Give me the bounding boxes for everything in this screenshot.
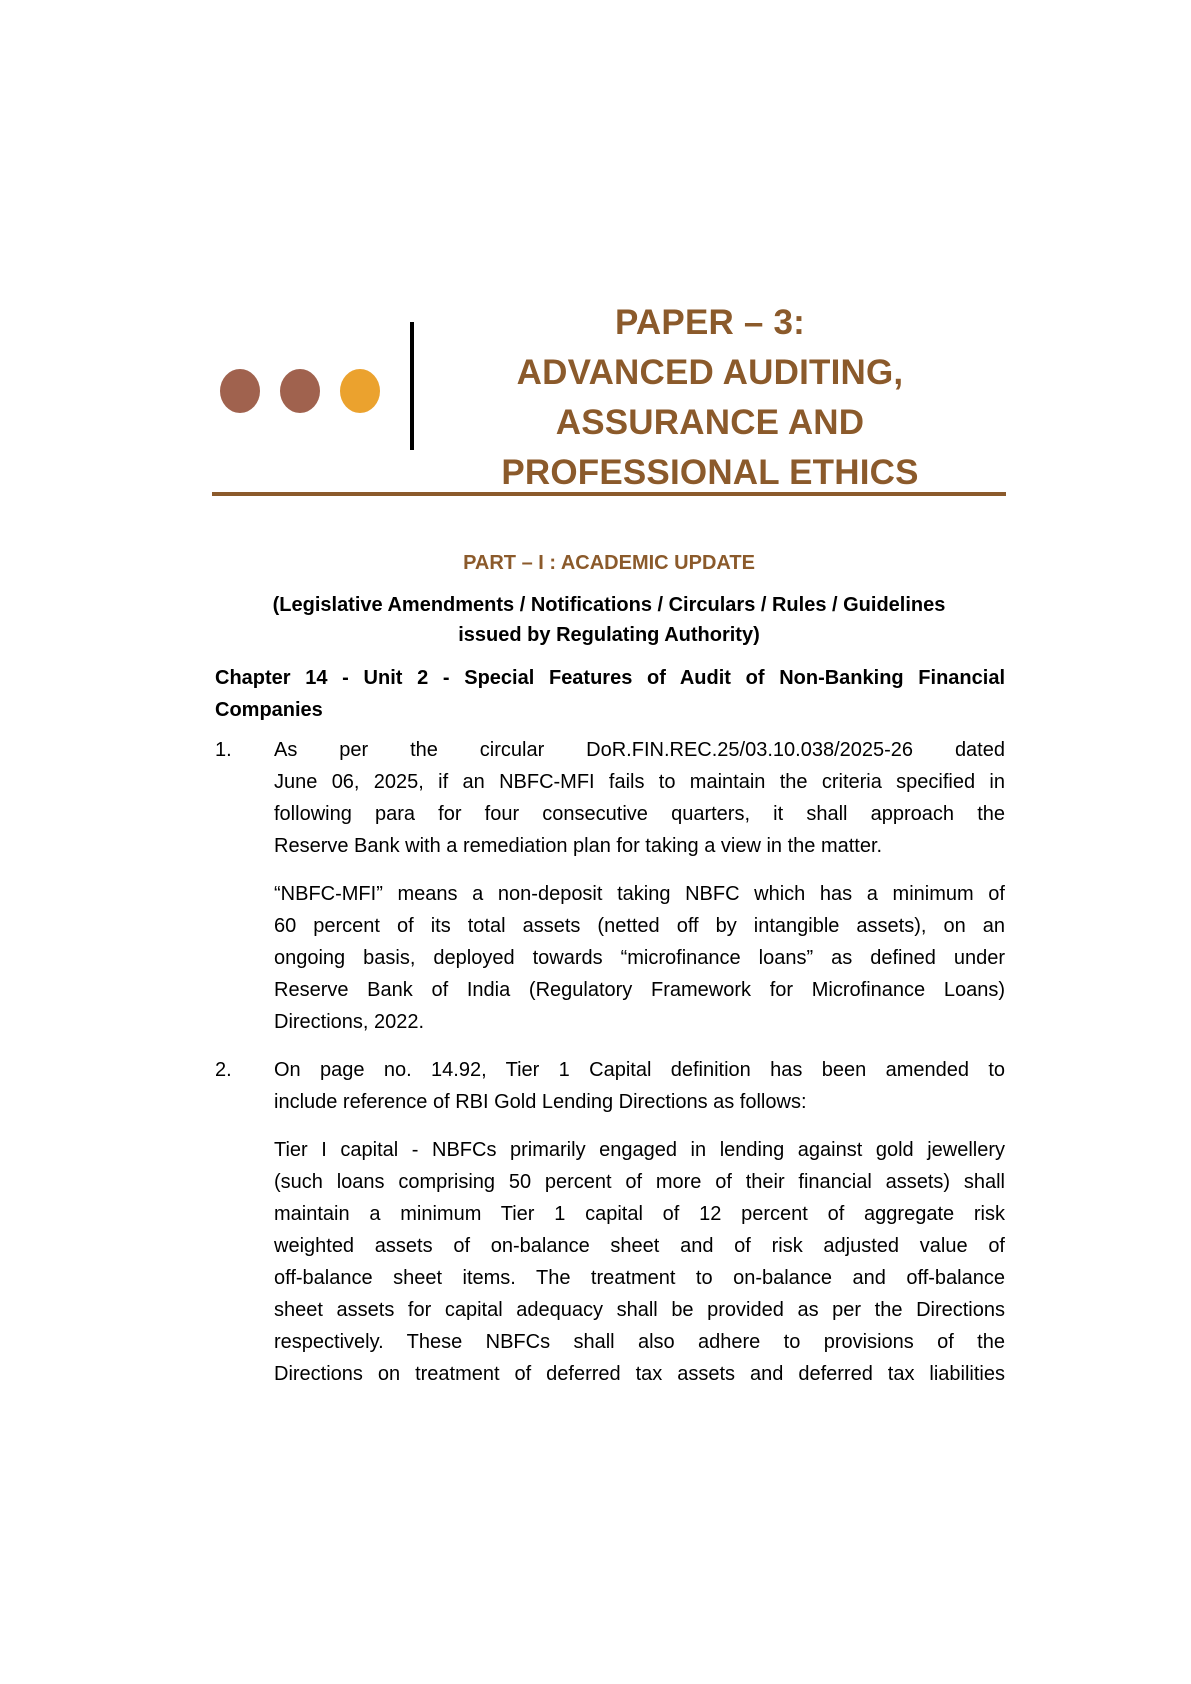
title-line-4: PROFESSIONAL ETHICS [501,453,919,492]
sub-heading [212,590,1006,650]
item-2-paragraph-2 [274,1134,1005,1390]
paragraph-line: 60 percent of its total assets (netted off by intangible assets), on an [274,915,1005,937]
three-dots-icon [220,369,380,413]
paragraph-line: off-balance sheet items. The treatment to on-balance and off-balance [274,1267,1005,1289]
item-number-2: 2. [215,1059,232,1081]
paragraph-line: sheet assets for capital adequacy shall be provided as per the Directions [274,1299,1005,1321]
title-divider [410,322,414,450]
paragraph-line: On page no. 14.92, Tier 1 Capital definition has been amended to [274,1059,1005,1081]
dot-3 [340,369,380,413]
paragraph-line: Directions, 2022. [274,1011,425,1033]
item-1-paragraph-2 [274,878,1005,1038]
paragraph-line: respectively. These NBFCs shall also adhere to provisions of the [274,1331,1005,1353]
paragraph-line: ongoing basis, deployed towards “microfinance loans” as defined under [274,947,1005,969]
paragraph-line: Reserve Bank of India (Regulatory Framework for Microfinance Loans) [274,979,1005,1001]
paragraph-line: As per the circular DoR.FIN.REC.25/03.10.038/2025-26 dated [274,739,1005,761]
paragraph-line: following para for four consecutive quarters, it shall approach the [274,803,1005,825]
chapter-heading: Chapter 14 - Unit 2 - Special Features of Audit of Non-Banking Financial Companies [215,667,1005,721]
title-line-1: PAPER – 3: [614,303,806,342]
dot-1 [220,369,260,413]
item-2-paragraph-1 [274,1054,1005,1118]
paragraph-line: Reserve Bank with a remediation plan for taking a view in the matter. [274,835,883,857]
part-heading: PART – I : ACADEMIC UPDATE [463,552,755,574]
title-underline [212,492,1006,496]
dot-2 [280,369,320,413]
sub-heading-line-1: (Legislative Amendments / Notifications / Circulars / Rules / Guidelines [272,594,946,616]
page-title [430,298,990,498]
item-1-paragraph-1 [274,734,1005,862]
title-line-3: ASSURANCE AND [555,403,865,442]
item-number-1: 1. [215,739,232,761]
sub-heading-line-2: issued by Regulating Authority) [458,624,760,646]
paragraph-line: (such loans comprising 50 percent of more of their financial assets) shall [274,1171,1005,1193]
paragraph-line: weighted assets of on-balance sheet and of risk adjusted value of [274,1235,1005,1257]
paragraph-line: June 06, 2025, if an NBFC-MFI fails to maintain the criteria specified in [274,771,1005,793]
paragraph-line: “NBFC-MFI” means a non-deposit taking NBFC which has a minimum of [274,883,1005,905]
title-line-2: ADVANCED AUDITING, [516,353,904,392]
paragraph-line: Directions on treatment of deferred tax assets and deferred tax liabilities [274,1363,1005,1385]
paragraph-line: maintain a minimum Tier 1 capital of 12 percent of aggregate risk [274,1203,1005,1225]
paragraph-line: include reference of RBI Gold Lending Directions as follows: [274,1091,807,1113]
paragraph-line: Tier I capital - NBFCs primarily engaged in lending against gold jewellery [274,1139,1005,1161]
